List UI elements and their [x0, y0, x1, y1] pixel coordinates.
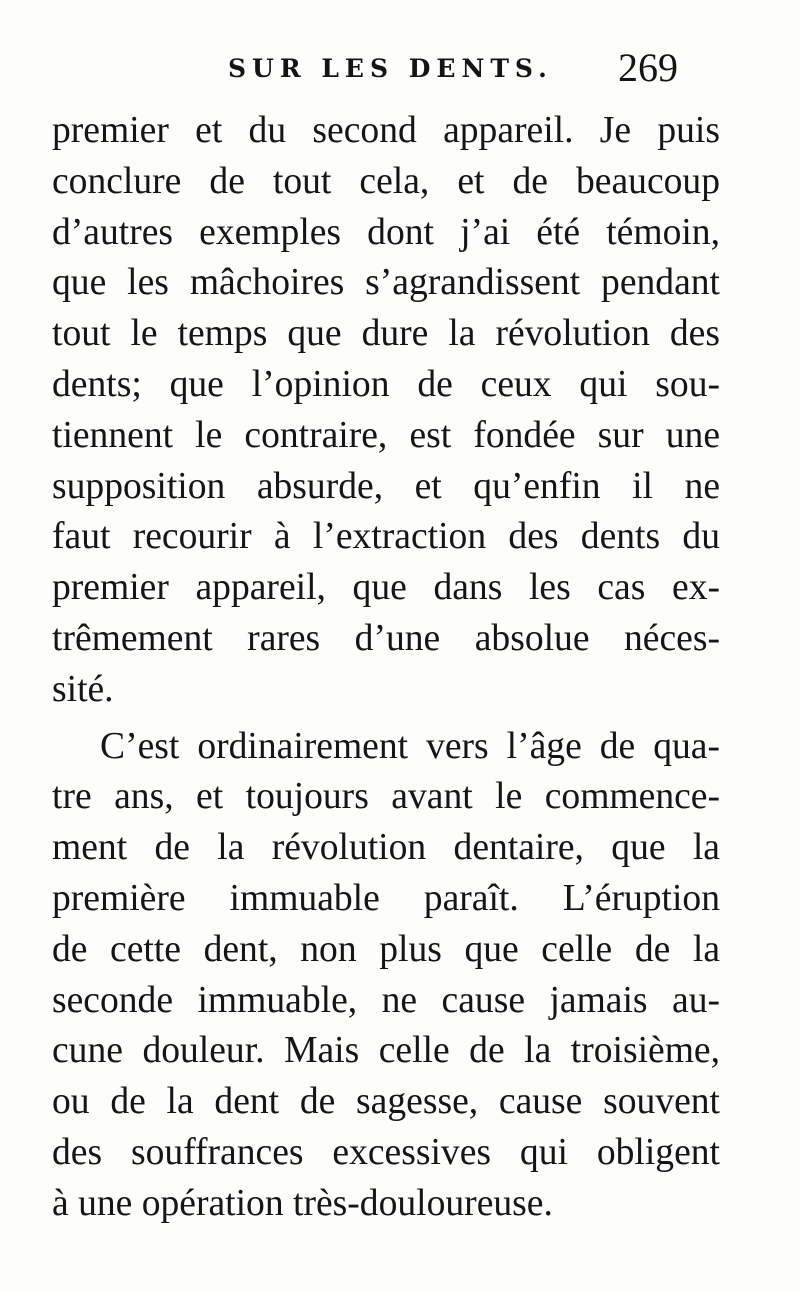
text-line: que les mâchoires s’agrandissent pendant [52, 262, 720, 304]
text-line: faut recourir à l’extraction des dents du [52, 516, 720, 558]
page-number: 269 [618, 45, 678, 90]
text-line: C’est ordinairement vers l’âge de qua- [100, 725, 720, 767]
text-line: trêmement rares d’une absolue néces- [52, 617, 720, 659]
paragraph [52, 106, 720, 716]
running-head [0, 44, 800, 94]
text-line: des souffrances excessives qui obligent [52, 1131, 720, 1173]
text-line: sité. [52, 668, 114, 710]
text-line: première immuable paraît. L’éruption [52, 877, 720, 919]
text-line: de cette dent, non plus que celle de la [52, 928, 720, 970]
text-line: conclure de tout cela, et de beaucoup [52, 160, 720, 202]
paragraph [52, 722, 720, 1230]
text-line: cune douleur. Mais celle de la troisième, [52, 1030, 720, 1072]
text-line: ou de la dent de sagesse, cause souvent [52, 1081, 720, 1123]
text-line: tiennent le contraire, est fondée sur une [52, 414, 720, 456]
text-line: premier appareil, que dans les cas ex- [52, 567, 720, 609]
text-line: seconde immuable, ne cause jamais au- [52, 979, 720, 1021]
text-line: premier et du second appareil. Je puis [52, 110, 720, 151]
running-title: SUR LES DENTS. [228, 54, 553, 83]
text-line: tre ans, et toujours avant le commence- [52, 776, 720, 818]
text-line: ment de la révolution dentaire, que la [52, 827, 720, 869]
text-line: supposition absurde, et qu’enfin il ne [52, 465, 720, 507]
text-line: à une opération très-douloureuse. [52, 1182, 553, 1224]
text-line: tout le temps que dure la révolution des [52, 313, 720, 355]
text-line: dents; que l’opinion de ceux qui sou- [52, 363, 720, 405]
body-text [52, 106, 720, 1230]
text-line: d’autres exemples dont j’ai été témoin, [52, 211, 720, 253]
